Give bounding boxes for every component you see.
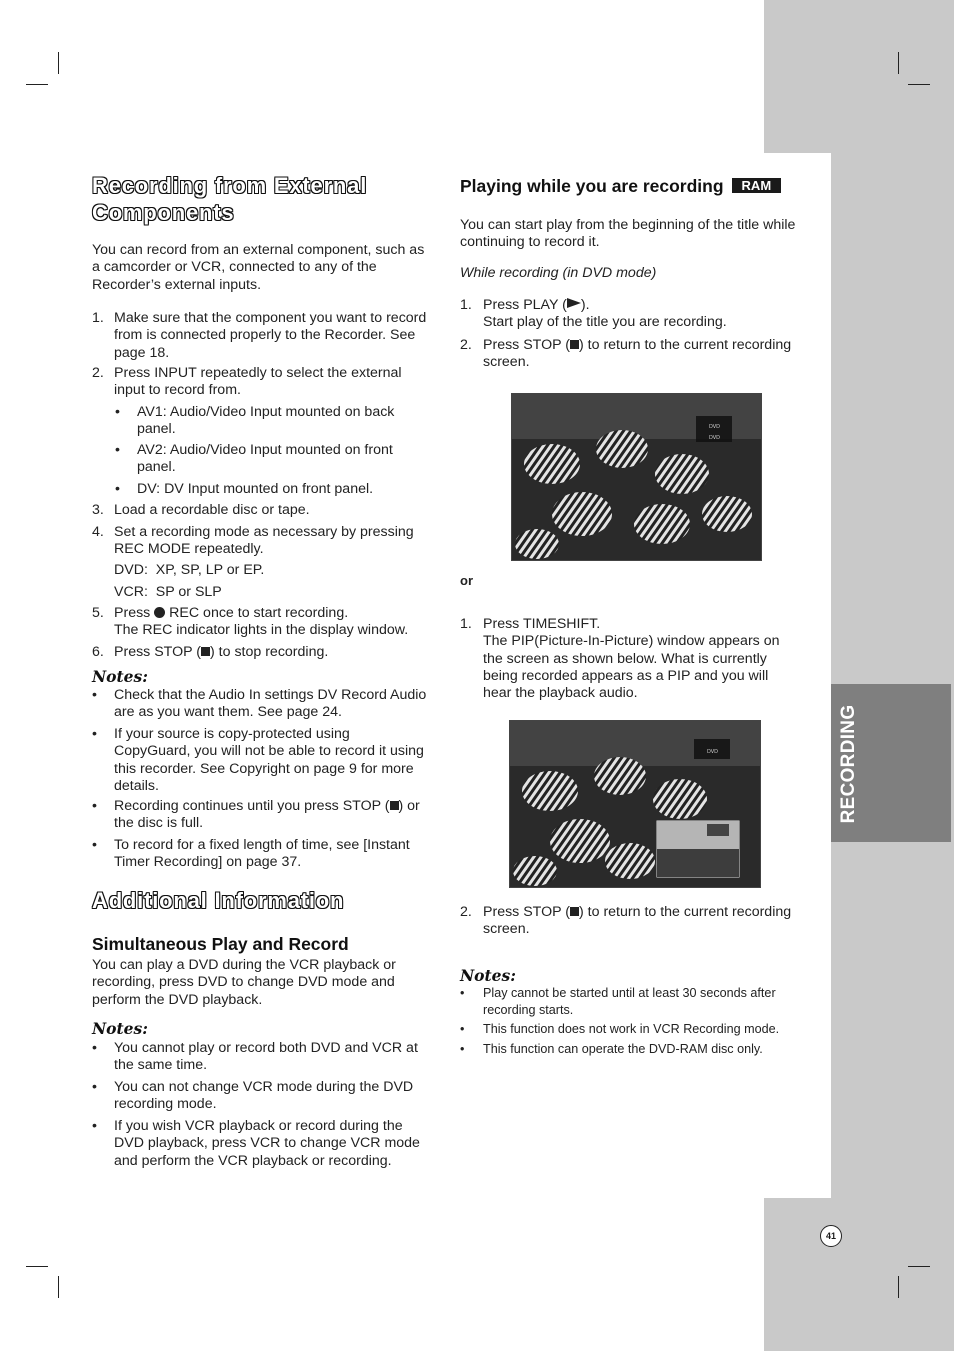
- crop-mark: [58, 1276, 59, 1298]
- osd-dvd-label: DVD: [709, 424, 721, 430]
- notes-heading: Notes:: [92, 667, 148, 686]
- crop-mark: [898, 1276, 899, 1298]
- osd-dvd-label: DVD: [707, 749, 719, 755]
- notes-heading: Notes:: [92, 1019, 148, 1038]
- bullet-av1: • AV1: Audio/Video Input mounted on back panel.: [115, 404, 395, 438]
- stop-icon: [201, 647, 210, 656]
- additional-info-title: Additional Information: [92, 888, 345, 913]
- mode-vcr: VCR: SP or SLP: [114, 584, 222, 600]
- crop-mark: [908, 1266, 930, 1267]
- simultaneous-title: Simultaneous Play and Record: [92, 934, 349, 954]
- section-title: Recording from External Components: [92, 173, 368, 225]
- screen-image-pip: [509, 720, 761, 888]
- or-separator: or: [460, 573, 473, 588]
- bullet-av2: • AV2: Audio/Video Input mounted on front panel.: [115, 442, 393, 476]
- intro-text: You can record from an external component, such as a camcorder or VCR, connected to any of the Recorder’s external inputs.: [92, 242, 425, 293]
- stop-icon: [390, 801, 399, 810]
- crop-mark: [908, 84, 930, 85]
- fish-photo: [512, 394, 761, 560]
- bullet-dv: • DV: DV Input mounted on front panel.: [115, 481, 374, 497]
- mode-dvd: DVD: XP, SP, LP or EP.: [114, 562, 265, 578]
- margin-band-bottom: [764, 1198, 954, 1351]
- ram-badge: RAM: [732, 178, 782, 193]
- stop-icon: [570, 907, 579, 916]
- screen-image-playing: [511, 393, 762, 561]
- simultaneous-text: You can play a DVD during the VCR playback or recording, press DVD to change DVD mode and perform the DVD playback.: [92, 957, 396, 1008]
- record-icon: [154, 607, 165, 618]
- play-icon: [567, 298, 581, 308]
- right-intro: You can start play from the beginning of the title while continuing to record it.: [460, 217, 796, 251]
- crop-mark: [898, 52, 899, 74]
- osd-dvd-label: DVD: [709, 435, 721, 441]
- crop-mark: [26, 84, 48, 85]
- margin-band-top: [764, 0, 954, 153]
- crop-mark: [58, 52, 59, 74]
- page-number: 41: [820, 1225, 842, 1247]
- crop-mark: [26, 1266, 48, 1267]
- while-recording-caption: While recording (in DVD mode): [460, 265, 657, 281]
- stop-icon: [570, 340, 579, 349]
- playing-while-recording-title: Playing while you are recording RAM: [460, 176, 781, 197]
- notes-heading: Notes:: [460, 966, 516, 985]
- fish-photo-pip: [510, 721, 760, 887]
- margin-band-right: [831, 153, 954, 1199]
